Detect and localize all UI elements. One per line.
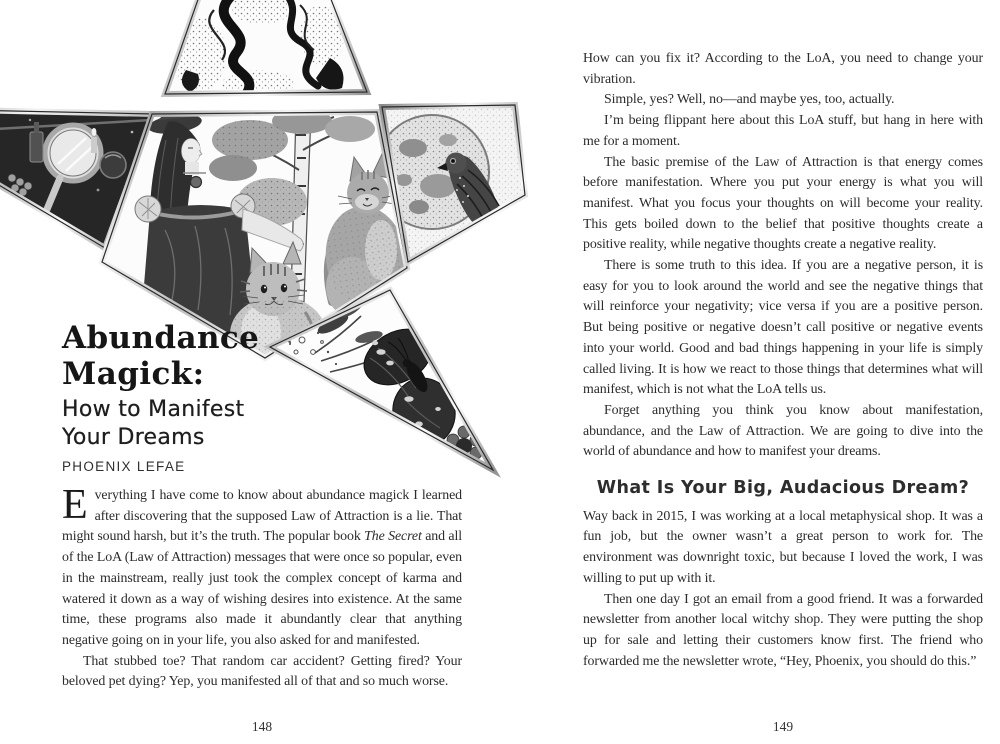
chapter-title-line-1: Abundance bbox=[62, 320, 260, 356]
left-page-body-text bbox=[62, 482, 462, 693]
right-page-body-text bbox=[583, 49, 983, 672]
page-number-left: 148 bbox=[251, 719, 273, 734]
paragraph: I’m being flippant here about this LoA stuff, but hang in here with me for a moment. bbox=[583, 113, 983, 149]
paragraph: Forget anything you think you know about manifestation, abundance, and the Law of Attraction. We are going to dive into the world of abundance and how to manifest your dreams. bbox=[583, 402, 983, 460]
right-page-paragraphs-before-heading bbox=[583, 49, 983, 463]
page-right bbox=[500, 0, 1000, 744]
paragraph: That stubbed toe? That random car accident? Getting fired? Your beloved pet dying? Yep, you manifested all of that and so much worse. bbox=[62, 653, 462, 690]
author-name: PHOENIX LEFAE bbox=[62, 459, 186, 474]
paragraph: Everything I have come to know about abundance magick I learned after discovering that the supposed Law of Attraction is a lie. That might sound harsh, but it’s the truth. The popular book The Secret and all of the LoA (Law of Attraction) messages that were once so popular, even in the mainstream, really just took the complex concept of karma and watered it down as a way of wishing desires into existence. At the same time, these programs also made it abundantly clear that anything negative going on in your life, you also asked for and manifested. bbox=[62, 482, 462, 648]
chapter-subtitle-line-1: How to Manifest bbox=[62, 397, 245, 422]
paragraph: Way back in 2015, I was working at a local metaphysical shop. It was a fun job, but the owner wasn’t a great person to work for. The environment was downright toxic, but because I loved the work, I was willing to put up with it. bbox=[583, 508, 983, 586]
paragraph: The basic premise of the Law of Attraction is that energy comes before manifestation. Where you put your energy is what you will manifest. What you focus your thoughts on will become your reality. This gets boiled down to the belief that positive thoughts create a positive reality, while negative thoughts create a negative reality. bbox=[583, 154, 983, 253]
chapter-subtitle-line-2: Your Dreams bbox=[62, 424, 205, 450]
right-page-paragraphs-after-heading bbox=[583, 507, 983, 673]
paragraph: Simple, yes? Well, no—and maybe yes, too, actually. bbox=[604, 92, 895, 108]
paragraph: How can you fix it? According to the LoA, you need to change your vibration. bbox=[583, 51, 983, 87]
star-segment-river-swirls bbox=[165, 0, 367, 98]
paragraph: Then one day I got an email from a good friend. It was a forwarded newsletter from another local witchy shop. They were putting the shop up for sale and letting their customers know first. The friend who forwarded me the newsletter wrote, “Hey, Phoenix, you should do this.” bbox=[583, 591, 983, 669]
drop-cap: E bbox=[62, 482, 88, 528]
chapter-subtitle bbox=[62, 396, 362, 451]
chapter-title-line-2: Magick: bbox=[62, 356, 205, 392]
section-heading: What Is Your Big, Audacious Dream? bbox=[596, 478, 970, 499]
paragraph: There is some truth to this idea. If you are a negative person, it is easy for you to look around the world and see the negative things that will reinforce your negativity; vice versa if you are a positive person. But being positive or negative doesn’t call positive or negative events into your world. Good and bad things happening in your life is simply called living. It is how we react to those things that determines what will manifest, which is not what the LoA tells us. bbox=[583, 258, 983, 398]
chapter-title-block bbox=[62, 320, 362, 474]
page-number-right: 149 bbox=[772, 719, 794, 734]
